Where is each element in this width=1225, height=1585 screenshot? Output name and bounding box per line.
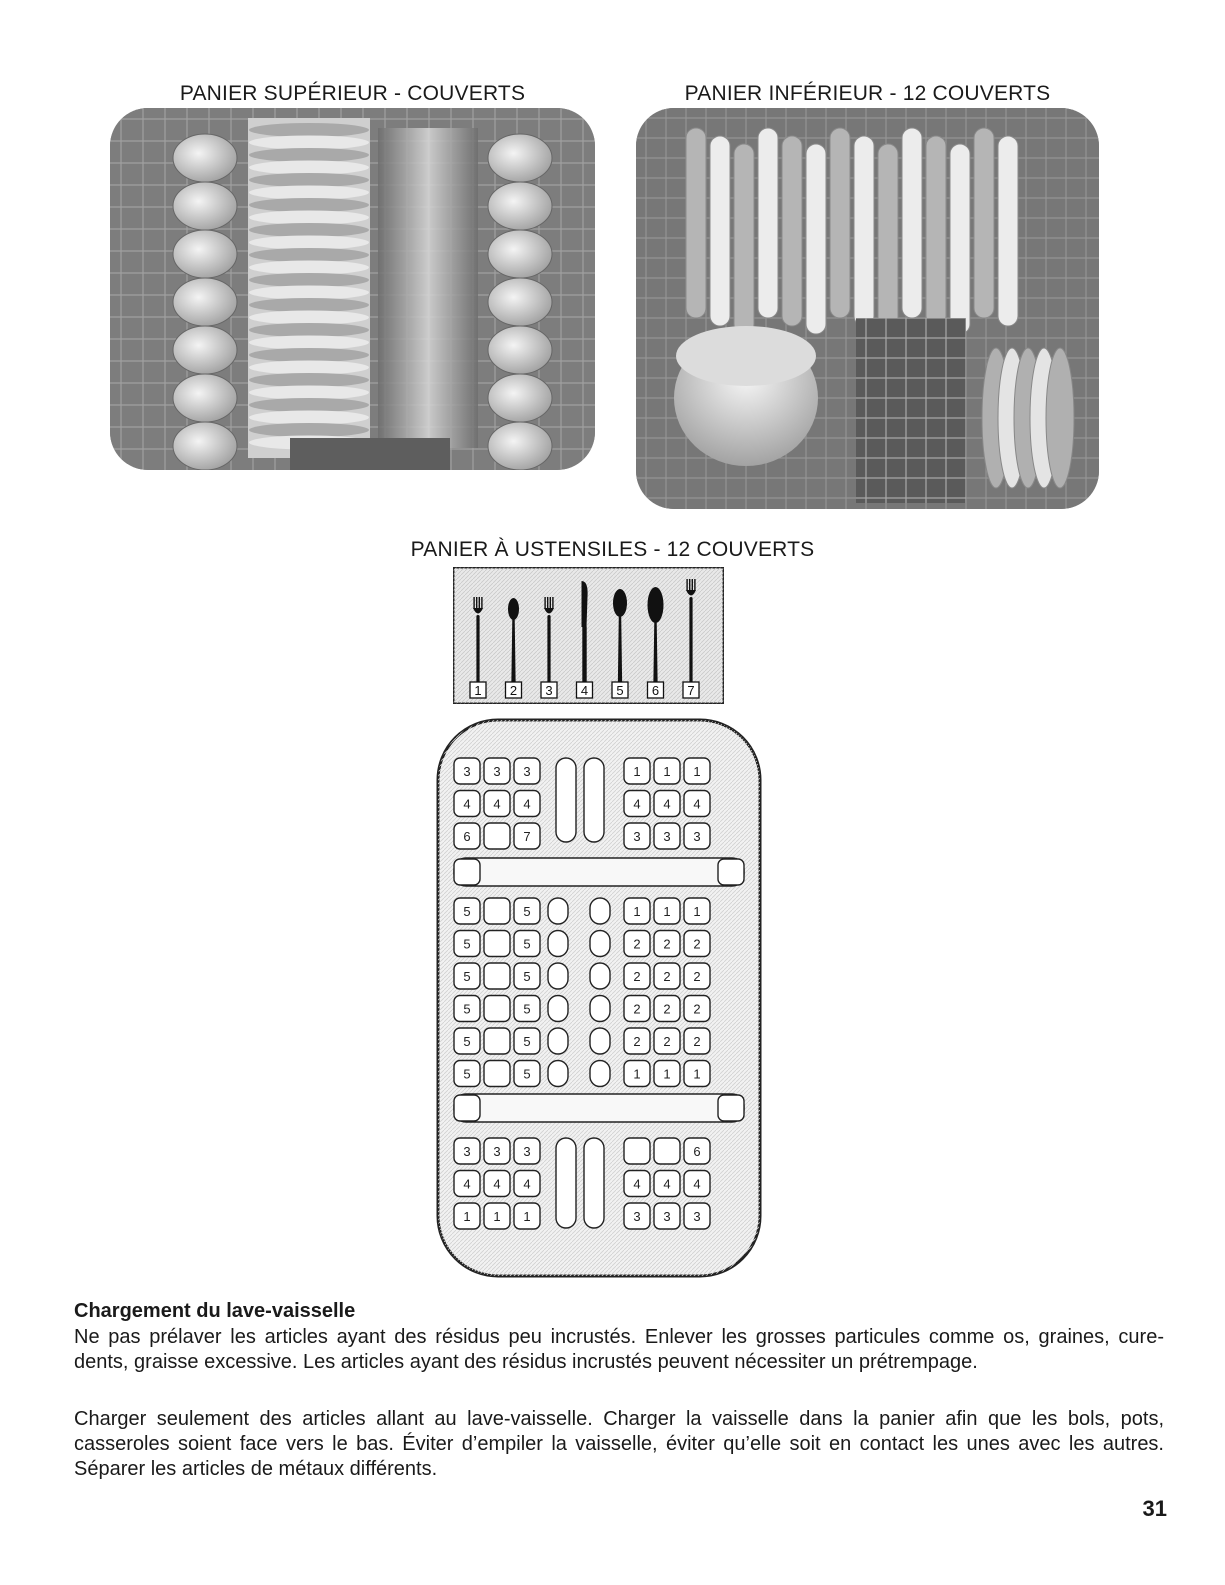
- svg-text:4: 4: [463, 1176, 471, 1192]
- basket-cell: [654, 1171, 680, 1197]
- basket-cell: [514, 791, 540, 817]
- basket-cell: [654, 823, 680, 849]
- legend-number: 4: [580, 683, 589, 698]
- basket-cell: [454, 823, 480, 849]
- basket-cell: [684, 1028, 710, 1054]
- svg-text:5: 5: [463, 969, 471, 984]
- basket-divider: [454, 1094, 744, 1122]
- svg-text:3: 3: [523, 1144, 531, 1159]
- basket-cell: [484, 1028, 510, 1054]
- svg-text:4: 4: [493, 1176, 501, 1192]
- basket-slot: [548, 931, 568, 957]
- basket-cell: [454, 791, 480, 817]
- basket-slot: [548, 963, 568, 989]
- basket-slot: [556, 1138, 576, 1228]
- basket-cell: [654, 963, 680, 989]
- basket-slot: [556, 758, 576, 842]
- svg-text:5: 5: [463, 1066, 471, 1082]
- basket-cell: [654, 1028, 680, 1054]
- basket-cell: [514, 758, 540, 784]
- basket-cell: [624, 791, 650, 817]
- svg-text:3: 3: [463, 1144, 471, 1159]
- basket-cell: [454, 1171, 480, 1197]
- basket-cell: [454, 1203, 480, 1229]
- page-number: 31: [1142, 1496, 1167, 1521]
- svg-text:4: 4: [693, 1176, 701, 1192]
- basket-cell: [484, 963, 510, 989]
- basket-cell: [654, 931, 680, 957]
- basket-cell: [514, 931, 540, 957]
- basket-cell: [684, 963, 710, 989]
- svg-text:1: 1: [663, 904, 671, 919]
- svg-text:1: 1: [633, 764, 641, 779]
- svg-text:2: 2: [693, 936, 701, 952]
- svg-text:3: 3: [663, 1209, 671, 1224]
- basket-cell: [514, 898, 540, 924]
- basket-cell: [514, 1028, 540, 1054]
- svg-text:2: 2: [693, 1001, 701, 1017]
- basket-cell: [514, 823, 540, 849]
- svg-text:2: 2: [693, 1034, 701, 1049]
- basket-cell: [624, 1061, 650, 1087]
- basket-cell: [454, 963, 480, 989]
- svg-text:4: 4: [523, 1176, 531, 1192]
- basket-cell: [514, 1061, 540, 1087]
- basket-slot: [590, 1061, 610, 1087]
- basket-cell: [718, 1095, 744, 1121]
- basket-cell: [484, 931, 510, 957]
- legend-number: 5: [616, 683, 624, 698]
- svg-text:7: 7: [523, 829, 531, 844]
- svg-text:4: 4: [633, 796, 641, 812]
- svg-text:5: 5: [523, 969, 531, 984]
- svg-text:5: 5: [463, 904, 471, 919]
- basket-cell: [514, 1203, 540, 1229]
- basket-cell: [454, 996, 480, 1022]
- basket-cell: [454, 859, 480, 885]
- basket-cell: [454, 1028, 480, 1054]
- svg-text:3: 3: [633, 1209, 641, 1224]
- basket-cell: [624, 931, 650, 957]
- basket-cell: [484, 898, 510, 924]
- svg-text:5: 5: [523, 1066, 531, 1082]
- basket-slot: [590, 996, 610, 1022]
- svg-text:3: 3: [633, 829, 641, 844]
- basket-slot: [548, 1028, 568, 1054]
- svg-text:4: 4: [633, 1176, 641, 1192]
- legend-number: 7: [687, 683, 695, 698]
- basket-slot: [548, 898, 568, 924]
- svg-text:5: 5: [523, 904, 531, 919]
- paragraph-loading: Charger seulement des articles allant au lave-vaisselle. Charger la vaisselle dans la panier afin que les bols, pots, casseroles soient face vers le bas. Éviter d’empiler la vaisselle, éviter qu’elle soit en contact les unes avec les autres. Séparer les articles de métaux différents.: [74, 1408, 1164, 1480]
- basket-cell: [684, 1203, 710, 1229]
- svg-text:1: 1: [633, 904, 641, 919]
- basket-cell: [684, 898, 710, 924]
- basket-cell: [454, 1061, 480, 1087]
- basket-cell: [484, 758, 510, 784]
- svg-text:2: 2: [663, 969, 671, 984]
- svg-text:1: 1: [663, 764, 671, 779]
- svg-text:2: 2: [633, 1001, 641, 1017]
- svg-text:2: 2: [663, 1034, 671, 1049]
- svg-text:5: 5: [463, 936, 471, 952]
- svg-text:4: 4: [493, 796, 501, 812]
- svg-text:6: 6: [693, 1144, 701, 1159]
- basket-slot: [548, 1061, 568, 1087]
- utensil-legend: [453, 567, 724, 704]
- basket-cell: [624, 898, 650, 924]
- silverware-basket-diagram: [436, 718, 762, 1278]
- basket-cell: [684, 1171, 710, 1197]
- basket-cell: [624, 996, 650, 1022]
- caption-silverware-basket: PANIER À USTENSILES - 12 COUVERTS: [410, 538, 815, 561]
- basket-cell: [684, 791, 710, 817]
- basket-cell: [484, 823, 510, 849]
- basket-cell: [514, 996, 540, 1022]
- basket-cell: [484, 1171, 510, 1197]
- basket-cell: [654, 1138, 680, 1164]
- svg-text:3: 3: [693, 1209, 701, 1224]
- basket-cell: [624, 758, 650, 784]
- svg-text:1: 1: [523, 1209, 531, 1224]
- basket-slot: [590, 931, 610, 957]
- legend-number: 2: [509, 683, 518, 698]
- basket-cell: [624, 823, 650, 849]
- svg-text:1: 1: [493, 1209, 501, 1224]
- svg-text:5: 5: [523, 936, 531, 952]
- svg-text:2: 2: [663, 1001, 671, 1017]
- basket-divider: [454, 858, 744, 886]
- svg-text:1: 1: [463, 1209, 471, 1224]
- svg-text:6: 6: [463, 829, 471, 844]
- svg-text:3: 3: [463, 764, 471, 779]
- basket-cell: [684, 1061, 710, 1087]
- basket-cell: [514, 963, 540, 989]
- basket-slot: [590, 1028, 610, 1054]
- svg-text:1: 1: [693, 904, 701, 919]
- basket-cell: [484, 996, 510, 1022]
- svg-text:3: 3: [493, 1144, 501, 1159]
- svg-text:3: 3: [663, 829, 671, 844]
- basket-cell: [484, 1061, 510, 1087]
- svg-text:1: 1: [633, 1066, 641, 1082]
- caption-upper-rack: PANIER SUPÉRIEUR - COUVERTS: [179, 82, 526, 105]
- svg-text:4: 4: [693, 796, 701, 812]
- legend-number: 6: [651, 683, 660, 698]
- svg-text:4: 4: [523, 796, 531, 812]
- lower-rack-photo: [636, 108, 1099, 509]
- basket-slot: [590, 898, 610, 924]
- basket-cell: [454, 898, 480, 924]
- upper-rack-photo: [110, 108, 595, 470]
- basket-cell: [684, 1138, 710, 1164]
- svg-text:1: 1: [693, 1066, 701, 1082]
- svg-text:2: 2: [663, 936, 671, 952]
- legend-number: 3: [545, 683, 553, 698]
- basket-cell: [514, 1171, 540, 1197]
- basket-cell: [654, 996, 680, 1022]
- svg-text:1: 1: [693, 764, 701, 779]
- basket-cell: [654, 791, 680, 817]
- section-heading: Chargement du lave-vaisselle: [74, 1300, 356, 1322]
- basket-cell: [624, 1028, 650, 1054]
- caption-lower-rack: PANIER INFÉRIEUR - 12 COUVERTS: [684, 82, 1051, 105]
- basket-cell: [454, 1095, 480, 1121]
- svg-text:5: 5: [463, 1001, 471, 1017]
- basket-cell: [654, 758, 680, 784]
- basket-cell: [624, 1138, 650, 1164]
- svg-text:1: 1: [663, 1066, 671, 1082]
- svg-text:3: 3: [493, 764, 501, 779]
- basket-cell: [484, 1203, 510, 1229]
- svg-text:5: 5: [523, 1001, 531, 1017]
- basket-cell: [624, 1203, 650, 1229]
- basket-cell: [654, 1203, 680, 1229]
- basket-cell: [454, 758, 480, 784]
- svg-text:3: 3: [523, 764, 531, 779]
- basket-cell: [718, 859, 744, 885]
- basket-cell: [684, 823, 710, 849]
- svg-text:2: 2: [633, 969, 641, 984]
- basket-slot: [584, 1138, 604, 1228]
- basket-cell: [684, 996, 710, 1022]
- basket-cell: [684, 931, 710, 957]
- basket-cell: [624, 963, 650, 989]
- basket-slot: [584, 758, 604, 842]
- basket-cell: [454, 1138, 480, 1164]
- basket-cell: [624, 1171, 650, 1197]
- svg-text:5: 5: [523, 1034, 531, 1049]
- svg-text:4: 4: [463, 796, 471, 812]
- basket-slot: [548, 996, 568, 1022]
- basket-cell: [684, 758, 710, 784]
- basket-cell: [654, 898, 680, 924]
- paragraph-prerinse: Ne pas prélaver les articles ayant des résidus peu incrustés. Enlever les grosses particules comme os, graines, cure-dents, graisse excessive. Les articles ayant des résidus incrustés peuvent nécessiter un prétrempage.: [74, 1326, 1164, 1373]
- svg-text:4: 4: [663, 1176, 671, 1192]
- basket-slot: [590, 963, 610, 989]
- legend-number: 1: [474, 683, 482, 698]
- basket-cell: [454, 931, 480, 957]
- basket-cell: [514, 1138, 540, 1164]
- basket-cell: [484, 791, 510, 817]
- svg-text:2: 2: [693, 969, 701, 984]
- svg-text:3: 3: [693, 829, 701, 844]
- basket-cell: [654, 1061, 680, 1087]
- svg-text:5: 5: [463, 1034, 471, 1049]
- svg-text:4: 4: [663, 796, 671, 812]
- svg-text:2: 2: [633, 1034, 641, 1049]
- basket-cell: [484, 1138, 510, 1164]
- svg-text:2: 2: [633, 936, 641, 952]
